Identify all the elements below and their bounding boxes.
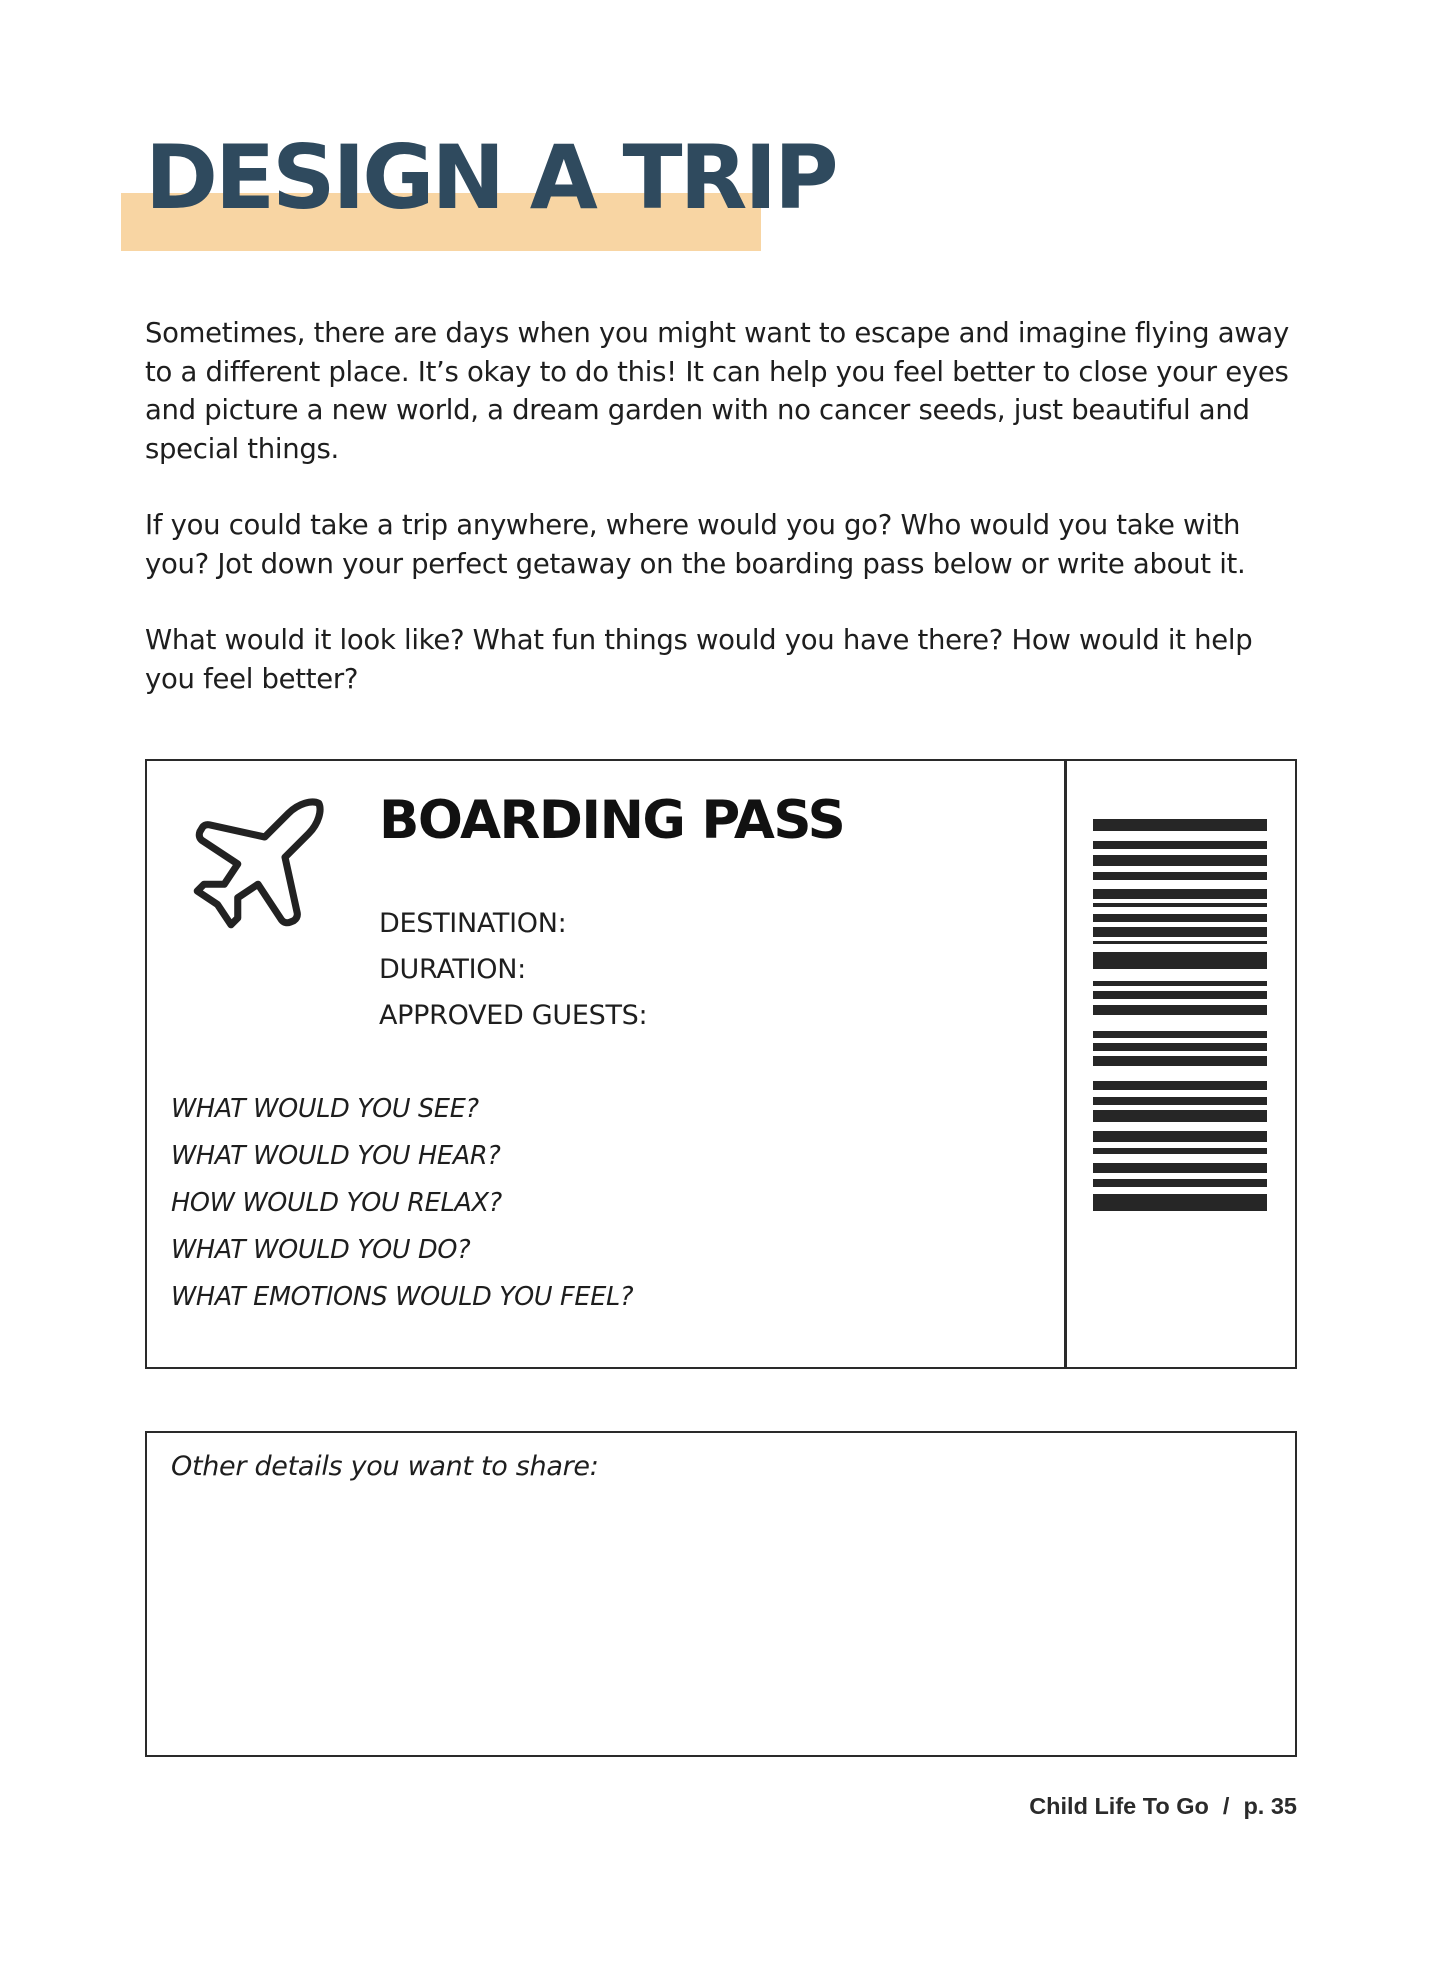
question-see: WHAT WOULD YOU SEE? bbox=[171, 1094, 479, 1124]
boarding-pass-questions bbox=[171, 1086, 633, 1321]
page-footer bbox=[1029, 1791, 1297, 1821]
boarding-pass-fields bbox=[379, 901, 647, 1039]
other-details-label: Other details you want to share: bbox=[171, 1451, 599, 1482]
page-title: DESIGN A TRIP bbox=[145, 126, 836, 229]
intro-paragraph: Sometimes, there are days when you might want to escape and imagine flying away to a different place. It’s okay to do this! It can help you feel better to close your eyes and picture a new world, a dream garden with no cancer seeds, just beautiful and special things. bbox=[145, 317, 1289, 465]
boarding-pass-divider bbox=[1064, 761, 1067, 1367]
question-emotions: WHAT EMOTIONS WOULD YOU FEEL? bbox=[171, 1282, 634, 1312]
airplane-icon bbox=[177, 783, 339, 945]
boarding-pass-title: BOARDING PASS bbox=[379, 790, 845, 851]
duration-field: DURATION: bbox=[379, 954, 526, 985]
other-details-box[interactable] bbox=[145, 1431, 1297, 1757]
footer-brand: Child Life To Go bbox=[1029, 1793, 1209, 1819]
intro-paragraph: If you could take a trip anywhere, where would you go? Who would you take with you? Jot down your perfect getaway on the boarding pass below or write about it. bbox=[145, 509, 1246, 580]
boarding-pass bbox=[145, 759, 1297, 1369]
page-title-block bbox=[121, 126, 836, 254]
destination-field: DESTINATION: bbox=[379, 908, 567, 939]
intro-paragraph: What would it look like? What fun things would you have there? How would it help you feel better? bbox=[145, 624, 1253, 695]
approved-guests-field: APPROVED GUESTS: bbox=[379, 1000, 648, 1031]
question-do: WHAT WOULD YOU DO? bbox=[171, 1235, 471, 1265]
footer-separator: / bbox=[1222, 1793, 1230, 1819]
question-relax: HOW WOULD YOU RELAX? bbox=[171, 1188, 502, 1218]
intro-text bbox=[145, 314, 1305, 736]
barcode-icon bbox=[1093, 819, 1267, 1311]
page-number: p. 35 bbox=[1243, 1793, 1297, 1819]
question-hear: WHAT WOULD YOU HEAR? bbox=[171, 1141, 501, 1171]
